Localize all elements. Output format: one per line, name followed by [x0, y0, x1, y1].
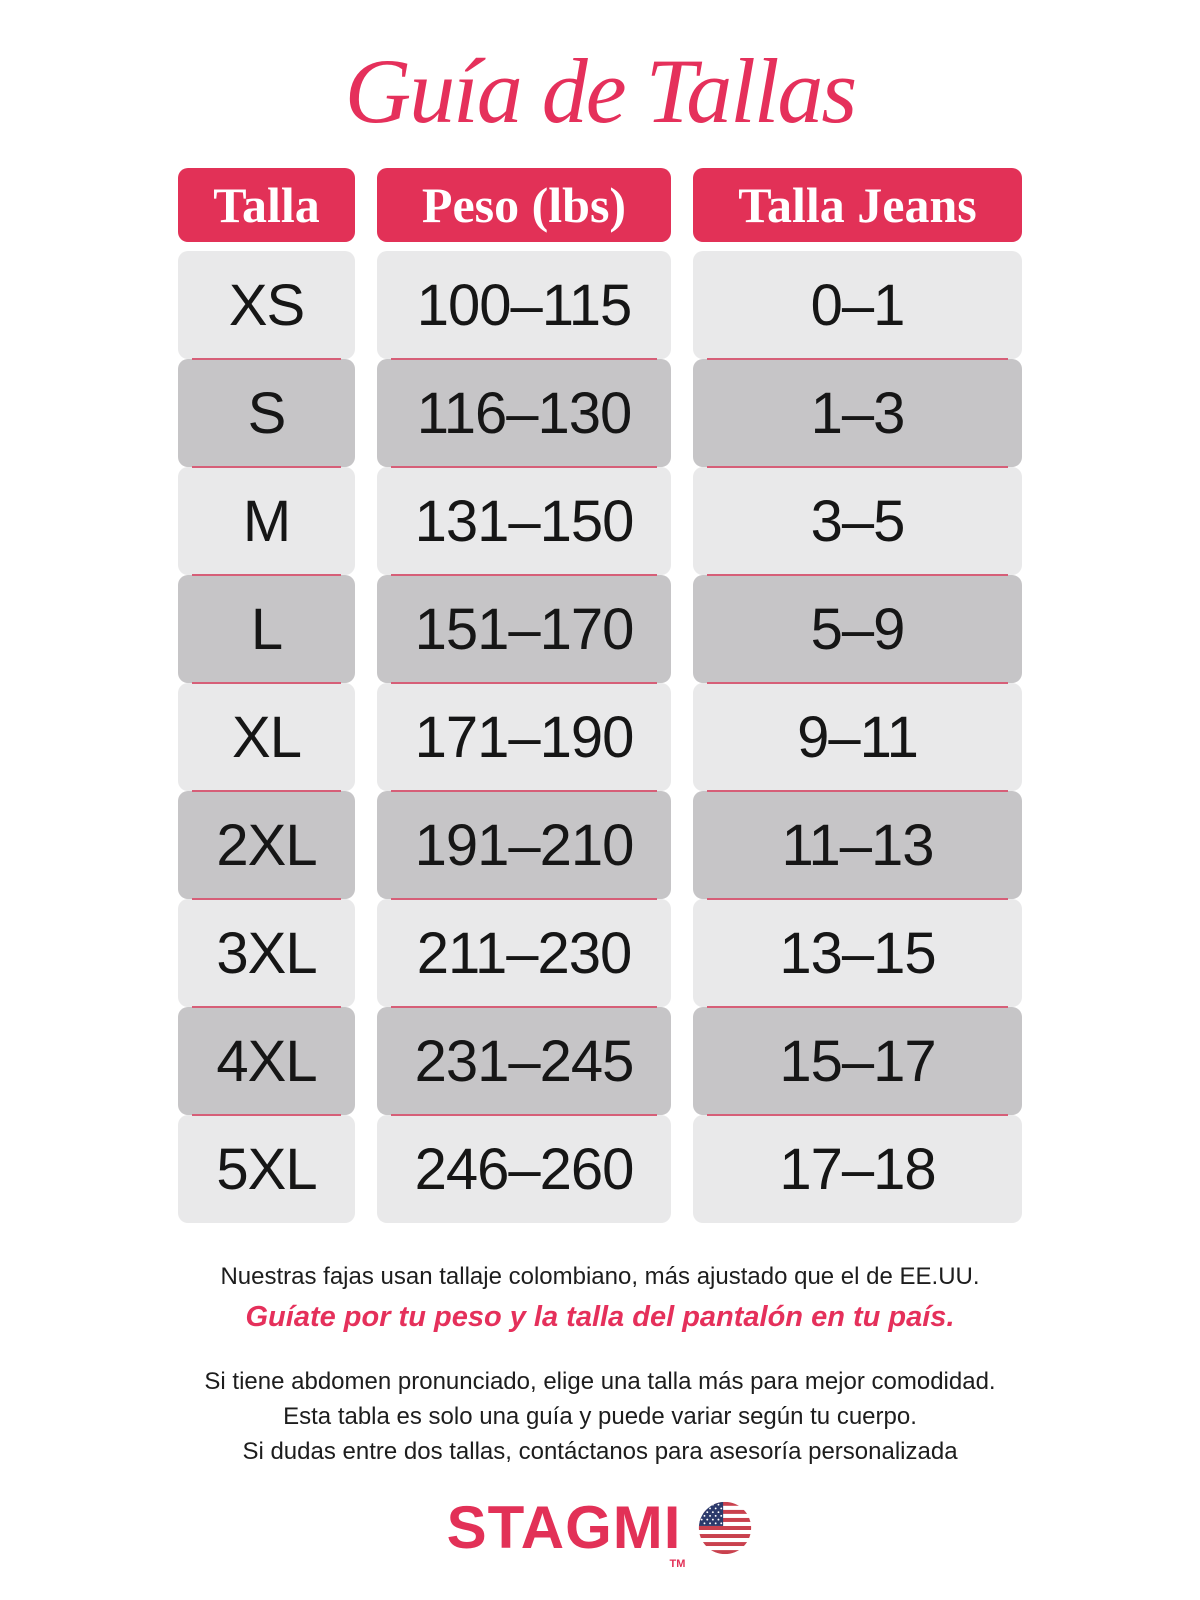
- table-cell-size: S: [178, 359, 355, 467]
- table-cell-peso: 231–245: [377, 1007, 671, 1115]
- table-cell-size: M: [178, 467, 355, 575]
- table-cell-jeans: 15–17: [693, 1007, 1022, 1115]
- size-table: [178, 168, 1022, 1223]
- table-cell-size: 4XL: [178, 1007, 355, 1115]
- table-cell-peso: 246–260: [377, 1115, 671, 1223]
- brand-logo: [0, 1493, 1200, 1570]
- us-flag-icon: [697, 1500, 753, 1556]
- table-cell-size: 3XL: [178, 899, 355, 1007]
- column-header-peso: Peso (lbs): [377, 168, 671, 242]
- page-title: Guía de Tallas: [344, 40, 856, 142]
- table-cell-jeans: 17–18: [693, 1115, 1022, 1223]
- table-cell-size: 5XL: [178, 1115, 355, 1223]
- table-cell-jeans: 5–9: [693, 575, 1022, 683]
- note-fit-tip: Si tiene abdomen pronunciado, elige una talla más para mejor comodidad.: [204, 1368, 996, 1395]
- table-cell-jeans: 13–15: [693, 899, 1022, 1007]
- brand-name: [446, 1493, 686, 1570]
- table-cell-size: XS: [178, 251, 355, 359]
- table-cell-size: 2XL: [178, 791, 355, 899]
- table-cell-peso: 151–170: [377, 575, 671, 683]
- column-header-jeans: Talla Jeans: [693, 168, 1022, 242]
- note-contact: Si dudas entre dos tallas, contáctanos para asesoría personalizada: [242, 1438, 958, 1465]
- column-size: [178, 168, 355, 1223]
- footnotes: [0, 1263, 1200, 1469]
- table-cell-jeans: 11–13: [693, 791, 1022, 899]
- column-header-size: Talla: [178, 168, 355, 242]
- table-cell-jeans: 1–3: [693, 359, 1022, 467]
- table-cell-jeans: 3–5: [693, 467, 1022, 575]
- note-block: [0, 1364, 1200, 1469]
- table-cell-peso: 116–130: [377, 359, 671, 467]
- column-peso: [377, 168, 671, 1223]
- table-cell-peso: 171–190: [377, 683, 671, 791]
- note-guidance: Guíate por tu peso y la talla del pantalón en tu país.: [245, 1301, 955, 1333]
- brand-name-text: STAGMI: [446, 1494, 682, 1561]
- table-cell-peso: 211–230: [377, 899, 671, 1007]
- table-cell-jeans: 9–11: [693, 683, 1022, 791]
- column-jeans: [693, 168, 1022, 1223]
- table-cell-peso: 100–115: [377, 251, 671, 359]
- table-cell-jeans: 0–1: [693, 251, 1022, 359]
- table-cell-peso: 131–150: [377, 467, 671, 575]
- table-cell-size: L: [178, 575, 355, 683]
- note-sizing-standard: Nuestras fajas usan tallaje colombiano, más ajustado que el de EE.UU.: [220, 1263, 980, 1290]
- table-cell-size: XL: [178, 683, 355, 791]
- note-disclaimer: Esta tabla es solo una guía y puede variar según tu cuerpo.: [283, 1403, 917, 1430]
- trademark-symbol: TM: [669, 1558, 686, 1570]
- table-cell-peso: 191–210: [377, 791, 671, 899]
